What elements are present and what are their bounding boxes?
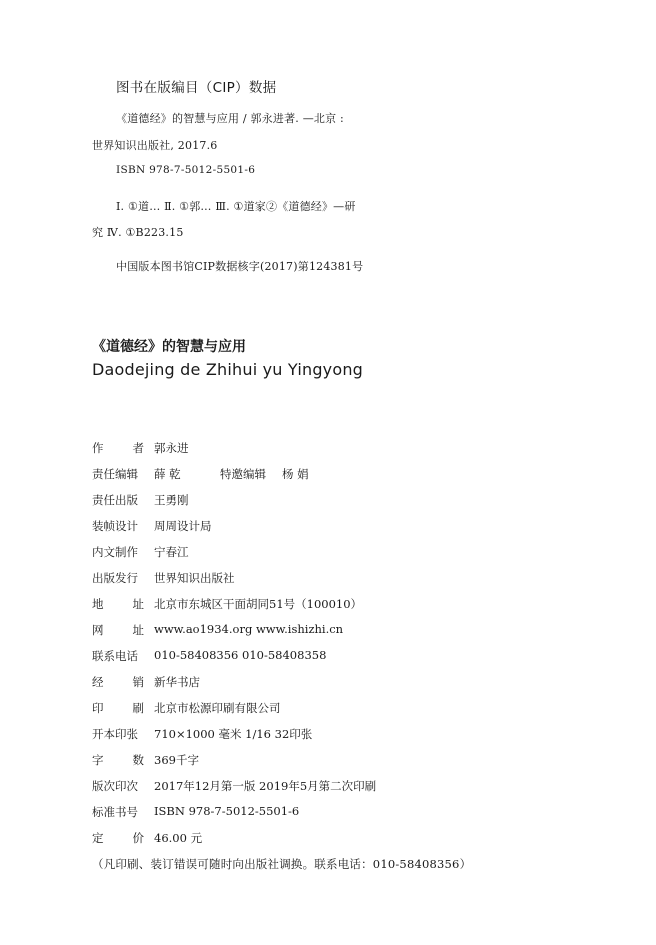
detail-value: 2017年12月第一版 2019年5月第二次印刷: [154, 779, 377, 793]
detail-label-part: 地: [92, 597, 104, 611]
detail-value: 周周设计局: [154, 519, 212, 533]
detail-label-part: 出版发行: [92, 571, 138, 585]
detail-label-part: 网: [92, 623, 104, 637]
detail-label-part: 定: [92, 831, 104, 845]
cip-line-1: 《道德经》的智慧与应用 / 郭永进著. —北京 :: [116, 112, 344, 125]
detail-label-part: 者: [132, 441, 144, 455]
detail-label: [92, 492, 144, 508]
detail-value: www.ao1934.org www.ishizhi.cn: [154, 622, 344, 636]
detail-label: [92, 466, 144, 482]
detail-extra-value: 杨 娟: [282, 467, 309, 481]
detail-value: 王勇刚: [154, 493, 189, 507]
book-title-en: Daodejing de Zhihui yu Yingyong: [92, 360, 364, 379]
detail-label: [92, 596, 144, 612]
detail-label: [92, 830, 144, 846]
detail-label-part: 内文制作: [92, 545, 138, 559]
detail-value: 010-58408356 010-58408358: [154, 648, 327, 662]
cip-isbn: ISBN 978-7-5012-5501-6: [116, 164, 256, 176]
detail-label-part: 装帧设计: [92, 519, 138, 533]
detail-label-part: 刷: [132, 701, 144, 715]
detail-label-part: 责任出版: [92, 493, 138, 507]
detail-label-part: 价: [132, 831, 144, 845]
cip-heading: 图书在版编目（CIP）数据: [116, 80, 277, 96]
detail-label: [92, 570, 144, 586]
detail-value: ISBN 978-7-5012-5501-6: [154, 804, 300, 818]
detail-label: [92, 622, 144, 638]
detail-label-part: 址: [132, 597, 144, 611]
detail-label-part: 作: [92, 441, 104, 455]
detail-label-part: 数: [132, 753, 144, 767]
detail-label-part: 经: [92, 675, 104, 689]
detail-label-part: 印: [92, 701, 104, 715]
detail-label: [92, 726, 144, 742]
detail-value: 46.00 元: [154, 831, 203, 845]
detail-label: [92, 440, 144, 456]
detail-label: [92, 752, 144, 768]
book-title-cn: 《道德经》的智慧与应用: [92, 339, 246, 355]
detail-extra-label: 特邀编辑: [220, 467, 266, 481]
detail-label: [92, 778, 144, 794]
detail-value: 薛 乾: [154, 467, 181, 481]
detail-label-part: 址: [132, 623, 144, 637]
detail-value: 369千字: [154, 753, 199, 767]
cip-line-5: 究 Ⅳ. ①B223.15: [92, 226, 184, 239]
detail-label-part: 销: [132, 675, 144, 689]
detail-label: [92, 518, 144, 534]
detail-value: 新华书店: [154, 675, 200, 689]
errata-note: （凡印刷、装订错误可随时向出版社调换。联系电话：010-58408356）: [92, 857, 472, 871]
detail-label-part: 开本印张: [92, 727, 138, 741]
detail-label-part: 责任编辑: [92, 467, 138, 481]
detail-label-part: 标准书号: [92, 805, 138, 819]
detail-value: 宁春江: [154, 545, 189, 559]
detail-label: [92, 804, 144, 820]
detail-value: 710×1000 毫米 1/16 32印张: [154, 727, 313, 741]
detail-value: 北京市松源印刷有限公司: [154, 701, 281, 715]
detail-label-part: 字: [92, 753, 104, 767]
cip-line-2: 世界知识出版社, 2017.6: [92, 139, 218, 152]
detail-label: [92, 700, 144, 716]
detail-label: [92, 674, 144, 690]
detail-value: 世界知识出版社: [154, 571, 235, 585]
cip-line-4: Ⅰ. ①道… Ⅱ. ①郭… Ⅲ. ①道家②《道德经》—研: [116, 200, 356, 213]
detail-label-part: 版次印次: [92, 779, 138, 793]
detail-value: 郭永进: [154, 441, 189, 455]
detail-label: [92, 544, 144, 560]
detail-label: [92, 648, 144, 664]
detail-value: 北京市东城区干面胡同51号（100010）: [154, 597, 363, 611]
cip-line-6: 中国版本图书馆CIP数据核字(2017)第124381号: [116, 260, 364, 273]
detail-label-part: 联系电话: [92, 649, 138, 663]
